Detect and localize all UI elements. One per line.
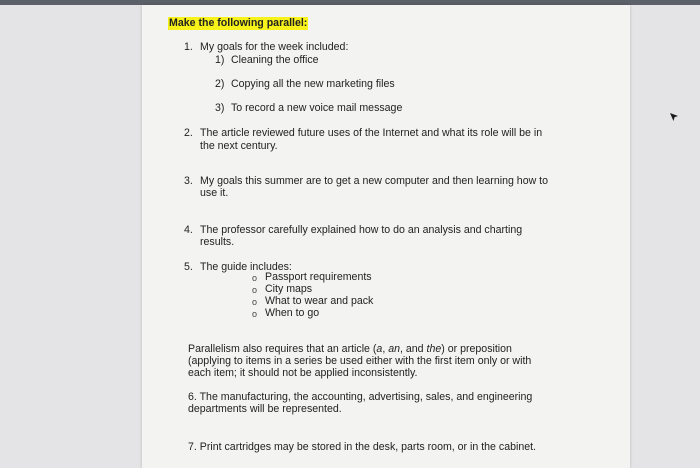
item-6-line-1: 6. The manufacturing, the accounting, advertising, sales, and engineering xyxy=(188,391,533,403)
item-5-bullet-4: When to go xyxy=(265,307,320,319)
item-1-sub-1-number: 1) xyxy=(215,54,225,66)
item-1-sub-2-number: 2) xyxy=(215,78,225,90)
item-5-number: 5. xyxy=(184,261,193,273)
parallelism-note-line-1 xyxy=(188,343,512,356)
note-article-an: an xyxy=(388,343,401,355)
item-1-number: 1. xyxy=(184,41,193,53)
item-1-sub-3-text: To record a new voice mail message xyxy=(231,102,403,114)
bullet-icon: o xyxy=(252,273,258,283)
item-2-number: 2. xyxy=(184,127,193,139)
item-1-sub-1-text: Cleaning the office xyxy=(231,54,319,66)
parallelism-note-line-3: each item; it should not be applied inconsistently. xyxy=(188,367,418,379)
arrow-cursor-icon xyxy=(669,112,679,122)
item-3-line-2: use it. xyxy=(200,187,229,199)
item-6-line-2: departments will be represented. xyxy=(188,403,342,415)
note-text: , xyxy=(382,343,389,355)
document-page xyxy=(142,5,630,468)
heading: Make the following parallel: xyxy=(169,17,308,29)
note-article-a: a xyxy=(376,343,383,355)
item-5-bullet-1: Passport requirements xyxy=(265,271,372,283)
item-5-text: The guide includes: xyxy=(200,261,292,273)
item-2-line-2: the next century. xyxy=(200,140,278,152)
item-2-line-1: The article reviewed future uses of the Internet and what its role will be in xyxy=(200,127,543,139)
item-3-number: 3. xyxy=(184,175,193,187)
item-4-line-2: results. xyxy=(200,236,235,248)
note-text: , and xyxy=(400,343,427,355)
bullet-icon: o xyxy=(252,297,258,307)
item-5-bullet-3: What to wear and pack xyxy=(265,295,374,307)
item-1-text: My goals for the week included: xyxy=(200,41,349,53)
item-3-line-1: My goals this summer are to get a new computer and then learning how to xyxy=(200,175,549,187)
bullet-icon: o xyxy=(252,285,258,295)
item-4-number: 4. xyxy=(184,224,193,236)
note-article-the: the xyxy=(426,343,442,355)
note-text: Parallelism also requires that an article ( xyxy=(188,343,377,355)
bullet-icon: o xyxy=(252,309,258,319)
note-text: ) or preposition xyxy=(441,343,512,355)
item-1-sub-3-number: 3) xyxy=(215,102,225,114)
parallelism-note-line-2: (applying to items in a series be used either with the first item only or with xyxy=(188,355,532,367)
item-1-sub-2-text: Copying all the new marketing files xyxy=(231,78,395,90)
item-5-bullet-2: City maps xyxy=(265,283,313,295)
item-7-line-1: 7. Print cartridges may be stored in the desk, parts room, or in the cabinet. xyxy=(188,441,536,453)
item-4-line-1: The professor carefully explained how to do an analysis and charting xyxy=(200,224,523,236)
